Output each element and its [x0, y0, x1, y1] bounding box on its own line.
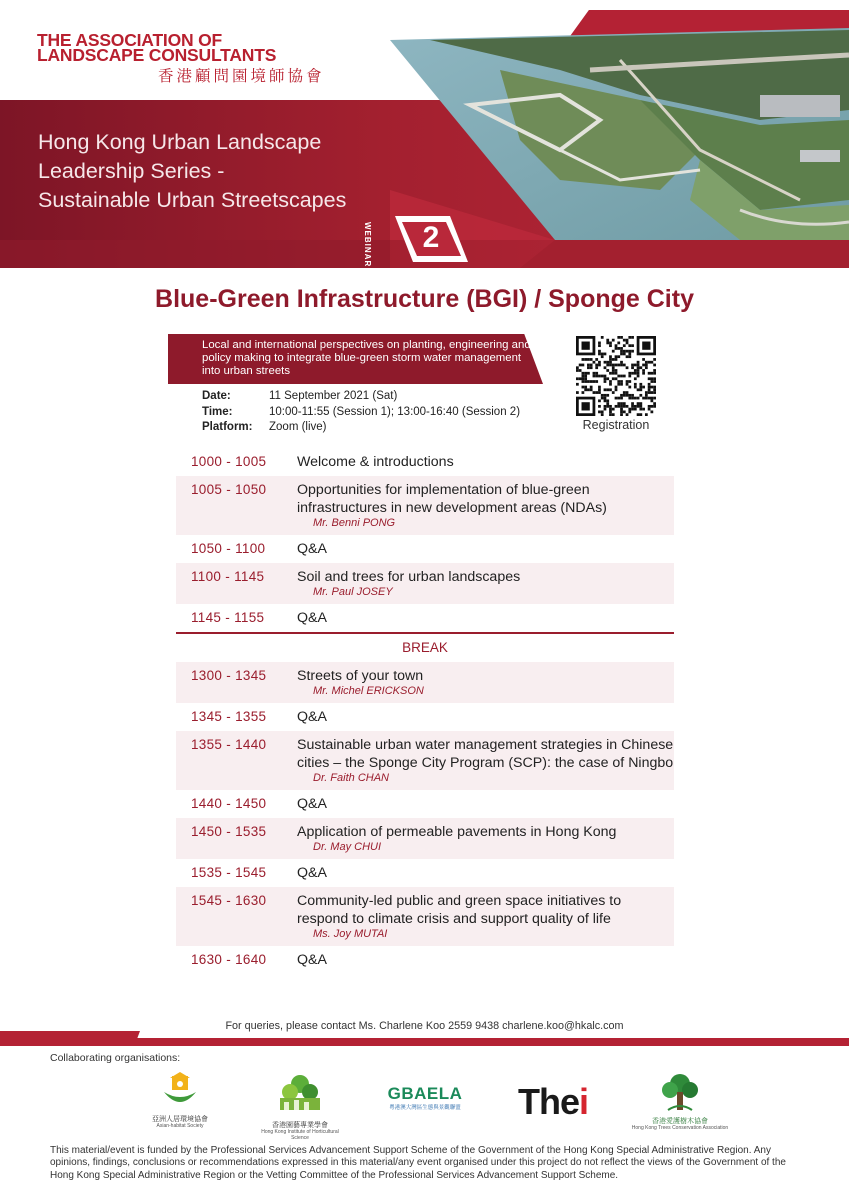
event-info-time [202, 405, 520, 421]
session-details [297, 609, 674, 627]
thei-accent-text: i [579, 1081, 589, 1122]
horticultural-name-zh: 香港園藝專業學會 [272, 1121, 328, 1129]
session-speaker: Ms. Joy MUTAI [313, 928, 388, 940]
session-speaker: Mr. Paul JOSEY [313, 586, 393, 598]
series-title-line2: Leadership Series - [38, 159, 225, 183]
programme-row [176, 946, 674, 974]
collab-logos [130, 1072, 730, 1141]
date-label: Date: [202, 390, 231, 402]
session-speaker: Mr. Michel ERICKSON [313, 685, 424, 697]
webinar-number: 2 [422, 221, 440, 254]
asian-habitat-logo [130, 1072, 230, 1129]
series-title-line1: Hong Kong Urban Landscape [38, 130, 322, 154]
series-title [38, 128, 408, 215]
session-time: 1440 - 1450 [191, 796, 267, 811]
session-speaker: Mr. Benni PONG [313, 517, 396, 529]
session-details [297, 540, 674, 558]
session-details [297, 892, 674, 941]
session-speaker: Dr. May CHUI [313, 841, 382, 853]
event-info-date [202, 389, 520, 405]
event-info [202, 389, 520, 436]
programme-table [176, 448, 674, 974]
trees-name-en: Hong Kong Trees Conservation Association [631, 1125, 729, 1131]
thei-wordmark [508, 1082, 598, 1122]
collab-label: Collaborating organisations: [50, 1052, 181, 1064]
asian-habitat-name-en: Asian-habitat Society [156, 1123, 204, 1129]
session-details [297, 667, 674, 698]
org-name-line1: THE ASSOCIATION OF [37, 30, 223, 50]
programme-row [176, 887, 674, 946]
session-topic: Q&A [297, 865, 327, 881]
session-time: 1145 - 1155 [191, 610, 265, 625]
programme-row [176, 731, 674, 790]
programme-row [176, 535, 674, 563]
session-topic: Application of permeable pavements in Hong Kong [297, 824, 617, 840]
break-row: BREAK [176, 632, 674, 662]
org-name-zh: 香港顧問園境師協會 [158, 67, 325, 85]
session-time: 1545 - 1630 [191, 893, 267, 908]
session-topic: Streets of your town [297, 668, 424, 684]
session-topic: Welcome & introductions [297, 454, 454, 470]
session-topic: Q&A [297, 541, 327, 557]
session-time: 1355 - 1440 [191, 737, 267, 752]
series-title-line3: Sustainable Urban Streetscapes [38, 188, 347, 212]
asian-habitat-icon [150, 1072, 210, 1110]
horticultural-icon [274, 1072, 326, 1116]
session-details [297, 864, 674, 882]
platform-value: Zoom (live) [269, 421, 327, 433]
session-details [297, 453, 674, 471]
programme-row [176, 662, 674, 703]
session-topic: Sustainable urban water management strategies in Chinese cities – the Sponge City Program (SCP): the case of Ningbo [297, 737, 674, 771]
session-time: 1050 - 1100 [191, 541, 266, 556]
gbaela-name-zh: 粵港澳大灣區生態與景觀聯盟 [389, 1105, 461, 1111]
session-time: 1345 - 1355 [191, 709, 267, 724]
session-details [297, 708, 674, 726]
session-details [297, 568, 674, 599]
thei-main-text: The [517, 1081, 579, 1122]
session-time: 1000 - 1005 [191, 454, 267, 469]
programme-row [176, 818, 674, 859]
session-topic: Community-led public and green space initiatives to respond to climate crisis and support quality of life [297, 893, 622, 927]
registration-label[interactable]: Registration [582, 418, 650, 432]
registration-qr-code[interactable] [576, 336, 656, 416]
session-topic: Q&A [297, 709, 327, 725]
horticultural-logo [260, 1072, 340, 1141]
thei-logo [508, 1072, 598, 1122]
session-time: 1450 - 1535 [191, 824, 267, 839]
org-name-en [37, 30, 337, 65]
page-title: Blue-Green Infrastructure (BGI) / Sponge City [155, 285, 694, 313]
subtitle-text: Local and international perspectives on planting, engineering and policy making to integrate blue-green storm water management into urban streets [202, 339, 531, 377]
tree-icon [658, 1072, 702, 1112]
session-details [297, 795, 674, 813]
programme-row [176, 859, 674, 887]
time-value: 10:00-11:55 (Session 1); 13:00-16:40 (Session 2) [269, 405, 521, 418]
gbaela-name: GBAELA [387, 1084, 463, 1103]
session-topic: Q&A [297, 952, 327, 968]
gbaela-logo [380, 1072, 470, 1112]
session-topic: Q&A [297, 796, 327, 812]
session-details [297, 823, 674, 854]
session-time: 1005 - 1050 [191, 482, 267, 497]
programme-row [176, 563, 674, 604]
trees-name-zh: 香港愛護樹木協會 [652, 1117, 708, 1125]
contact-info: For queries, please contact Ms. Charlene Koo 2559 9438 charlene.koo@hkalc.com [225, 1020, 624, 1032]
session-speaker: Dr. Faith CHAN [313, 772, 389, 784]
session-time: 1535 - 1545 [191, 865, 267, 880]
session-time: 1300 - 1345 [191, 668, 267, 683]
platform-label: Platform: [202, 421, 253, 433]
funding-disclaimer: This material/event is funded by the Professional Services Advancement Support Scheme of the Government of the Hong Kong Special Administrative Region. Any opinions, findings, conclusions or recommendations expressed in this material/any event organised under this project do not reflect the views of the Government of the Hong Kong Special Administrative Region or the Vetting Committee of the Professional Services Advancement Support Scheme. [50, 1145, 786, 1181]
programme-row [176, 604, 674, 632]
asian-habitat-name-zh: 亞洲人居環境協會 [152, 1115, 208, 1123]
session-topic: Opportunities for implementation of blue-green infrastructures in new development areas (NDAs) [297, 482, 607, 516]
session-details [297, 736, 674, 785]
programme-row [176, 448, 674, 476]
programme-row [176, 790, 674, 818]
org-name-line2: LANDSCAPE CONSULTANTS [37, 45, 277, 65]
programme-row [176, 703, 674, 731]
session-details [297, 481, 674, 530]
session-time: 1630 - 1640 [191, 952, 267, 967]
session-topic: Soil and trees for urban landscapes [297, 569, 521, 585]
footer-divider [120, 1038, 849, 1046]
session-details [297, 951, 674, 969]
date-value: 11 September 2021 (Sat) [269, 390, 398, 402]
horticultural-name-en: Hong Kong Institute of Horticultural Science [261, 1129, 339, 1141]
header-banner [0, 0, 849, 268]
programme-row [176, 476, 674, 535]
footer-ribbon [0, 1031, 140, 1046]
time-label: Time: [202, 405, 233, 418]
trees-conservation-logo [630, 1072, 730, 1131]
webinar-label: WEBINAR [363, 222, 372, 268]
session-time: 1100 - 1145 [191, 569, 265, 584]
event-info-platform [202, 420, 520, 436]
session-topic: Q&A [297, 610, 327, 626]
